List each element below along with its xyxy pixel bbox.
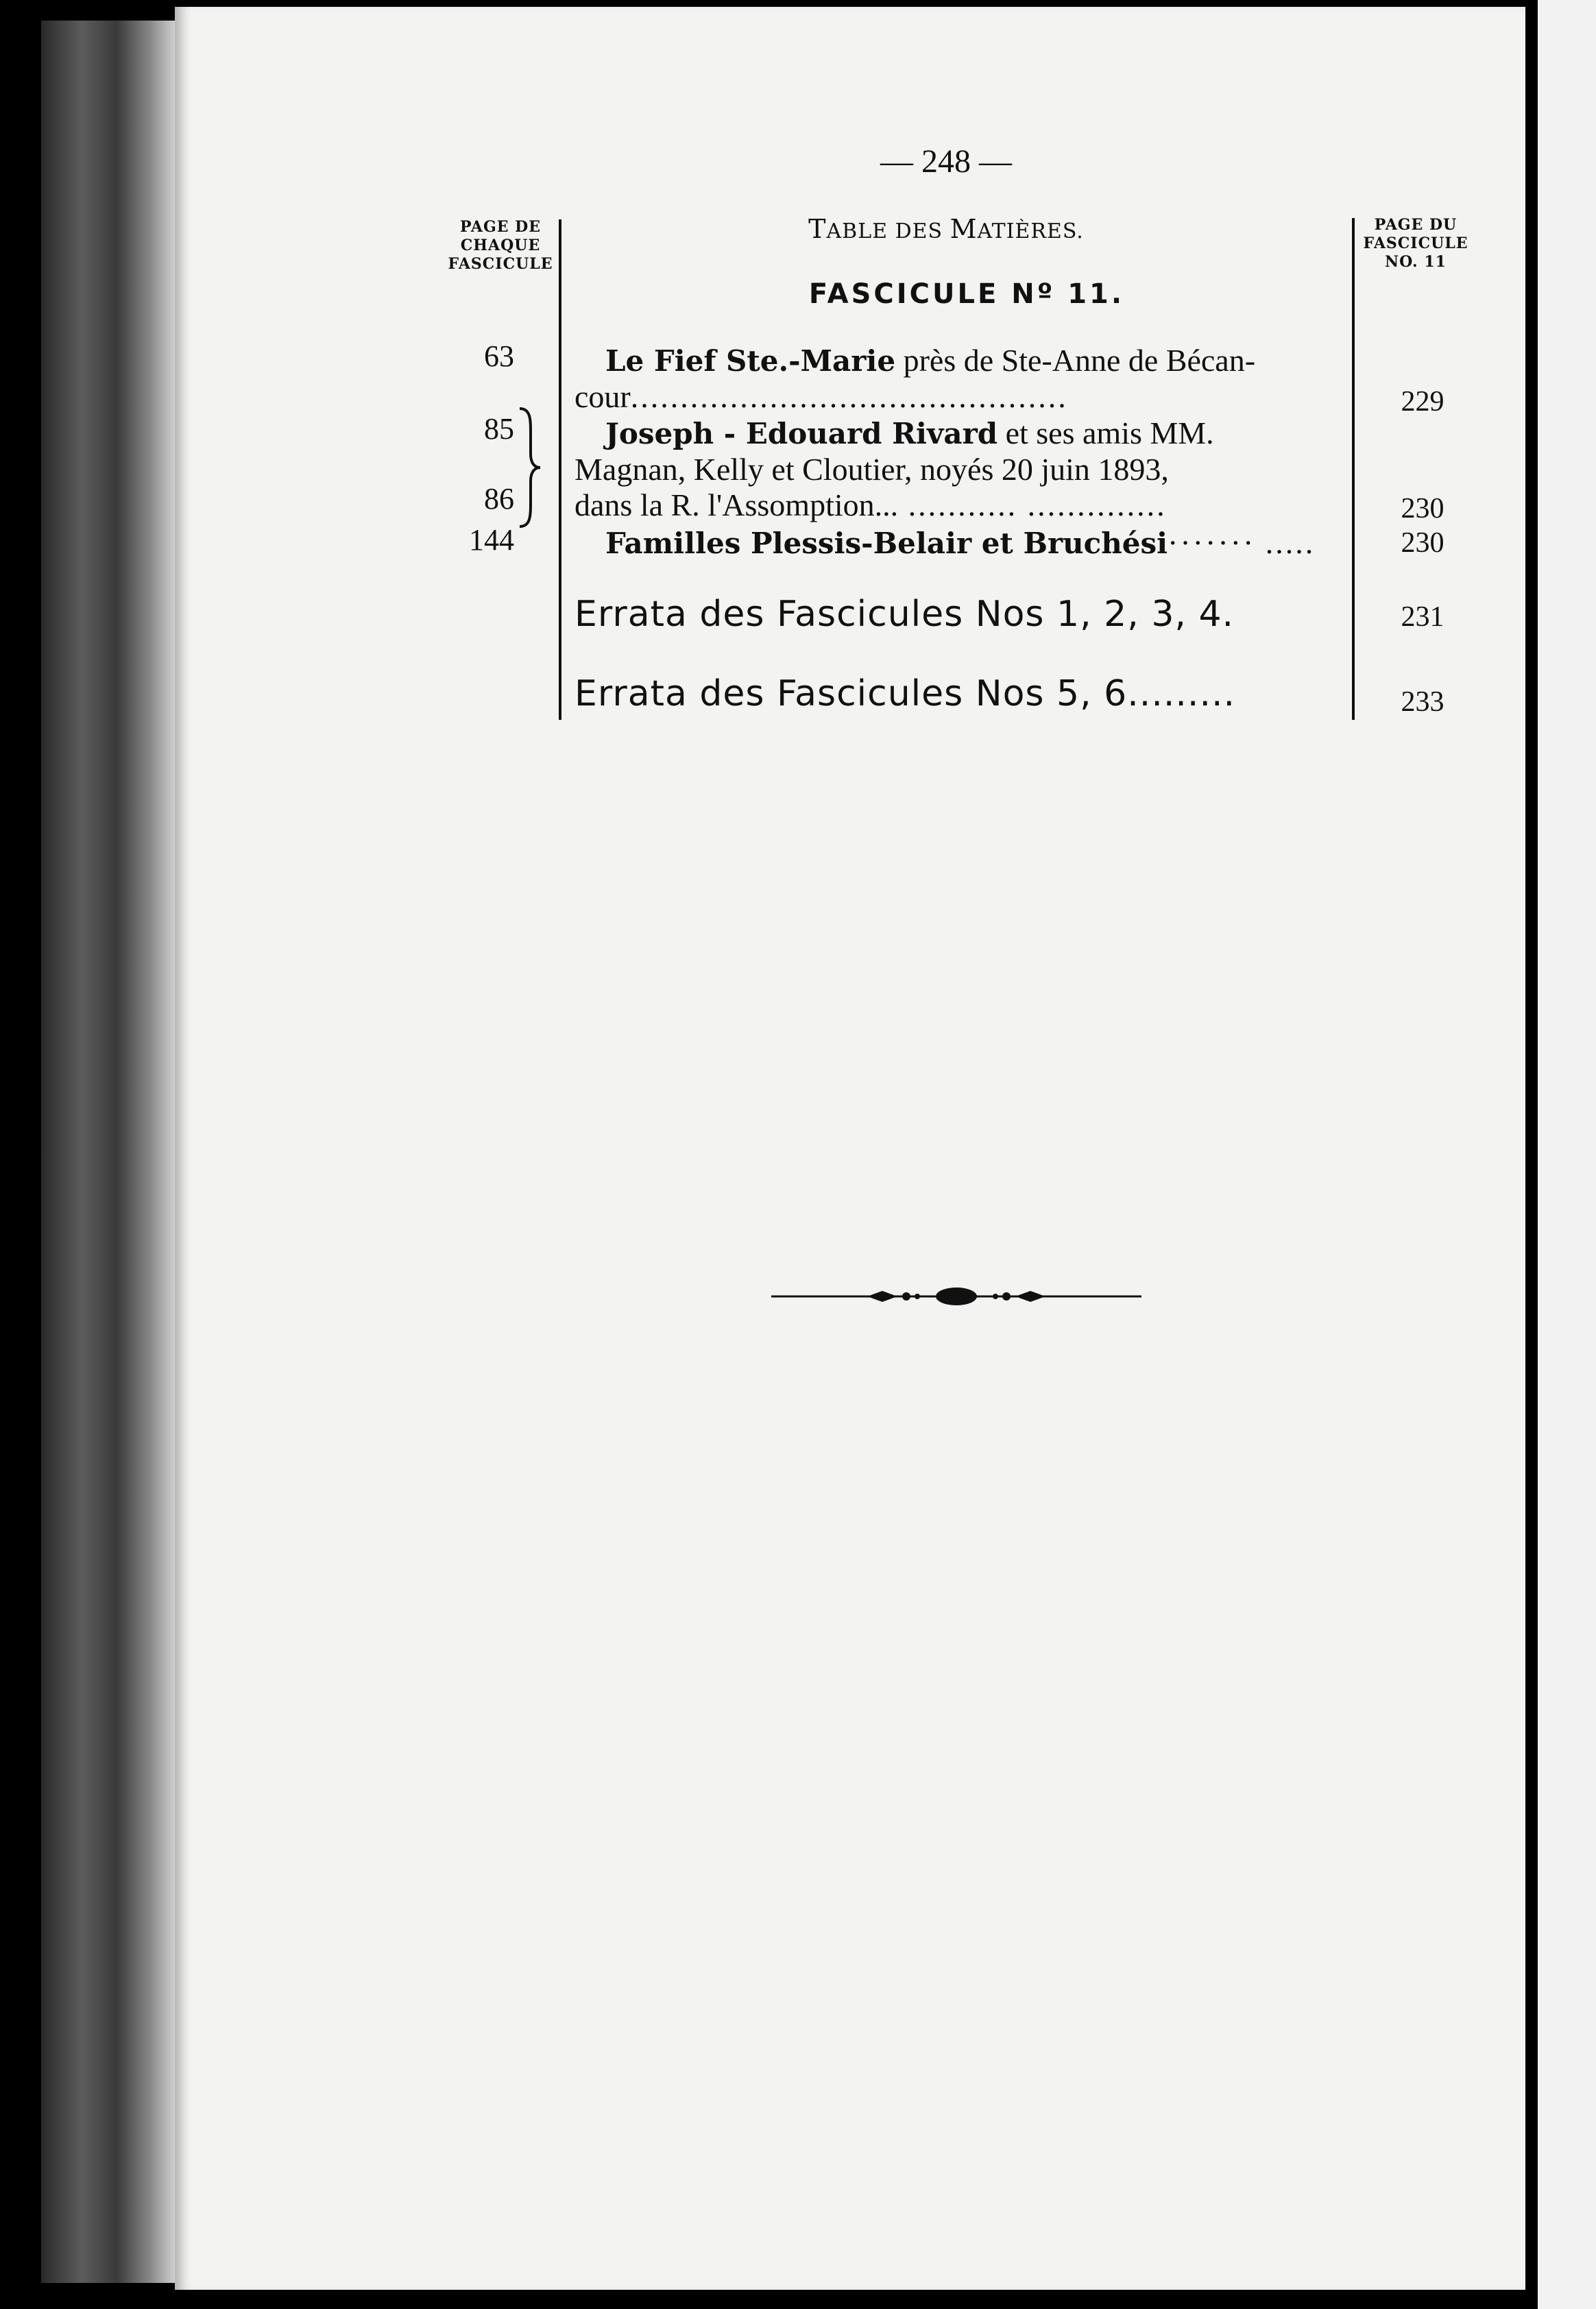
fleuron-divider-icon bbox=[771, 1277, 1141, 1316]
entry-3: Familles Plessis-Belair et Bruchési······· ..... bbox=[605, 525, 1316, 560]
entry-2-left-page-b: 86 bbox=[484, 482, 514, 516]
entry-3-right-page: 230 bbox=[1401, 527, 1444, 559]
left-column-rule bbox=[559, 219, 561, 720]
brace-icon bbox=[516, 406, 543, 529]
entry-2-left-page-a: 85 bbox=[484, 412, 514, 446]
right-column-rule bbox=[1352, 218, 1355, 720]
entry-3-left-page: 144 bbox=[469, 523, 514, 557]
entry-1-left-page: 63 bbox=[484, 339, 514, 373]
entry-2: Joseph - Edouard Rivard et ses amis MM. Magnan, Kelly et Cloutier, noyés 20 juin 1893, dans la R. l'Assomption... ........... .............. bbox=[575, 415, 1214, 522]
left-column-heading: PAGE DE CHAQUE FASCICULE bbox=[448, 218, 553, 273]
page-gutter bbox=[1525, 0, 1538, 2309]
adjacent-page-edge bbox=[1538, 0, 1596, 2309]
table-title: TABLE DES MATIÈRES. bbox=[808, 214, 1084, 244]
errata-1-right-page: 231 bbox=[1401, 601, 1444, 633]
errata-1: Errata des Fascicules Nos 1, 2, 3, 4. bbox=[575, 594, 1235, 635]
book-spine bbox=[41, 21, 178, 2283]
right-column-heading: PAGE DU FASCICULE NO. 11 bbox=[1363, 216, 1468, 271]
entry-1-right-page: 229 bbox=[1401, 386, 1444, 418]
entry-1: Le Fief Ste.-Marie près de Ste-Anne de Bécan- cour............................................ bbox=[575, 343, 1256, 414]
errata-2-right-page: 233 bbox=[1401, 686, 1444, 718]
errata-2: Errata des Fascicules Nos 5, 6......... bbox=[575, 673, 1236, 714]
page-number: — 248 — bbox=[880, 143, 1012, 180]
entry-2-right-page: 230 bbox=[1401, 493, 1444, 524]
fascicule-title: FASCICULE Nº 11. bbox=[808, 278, 1125, 310]
